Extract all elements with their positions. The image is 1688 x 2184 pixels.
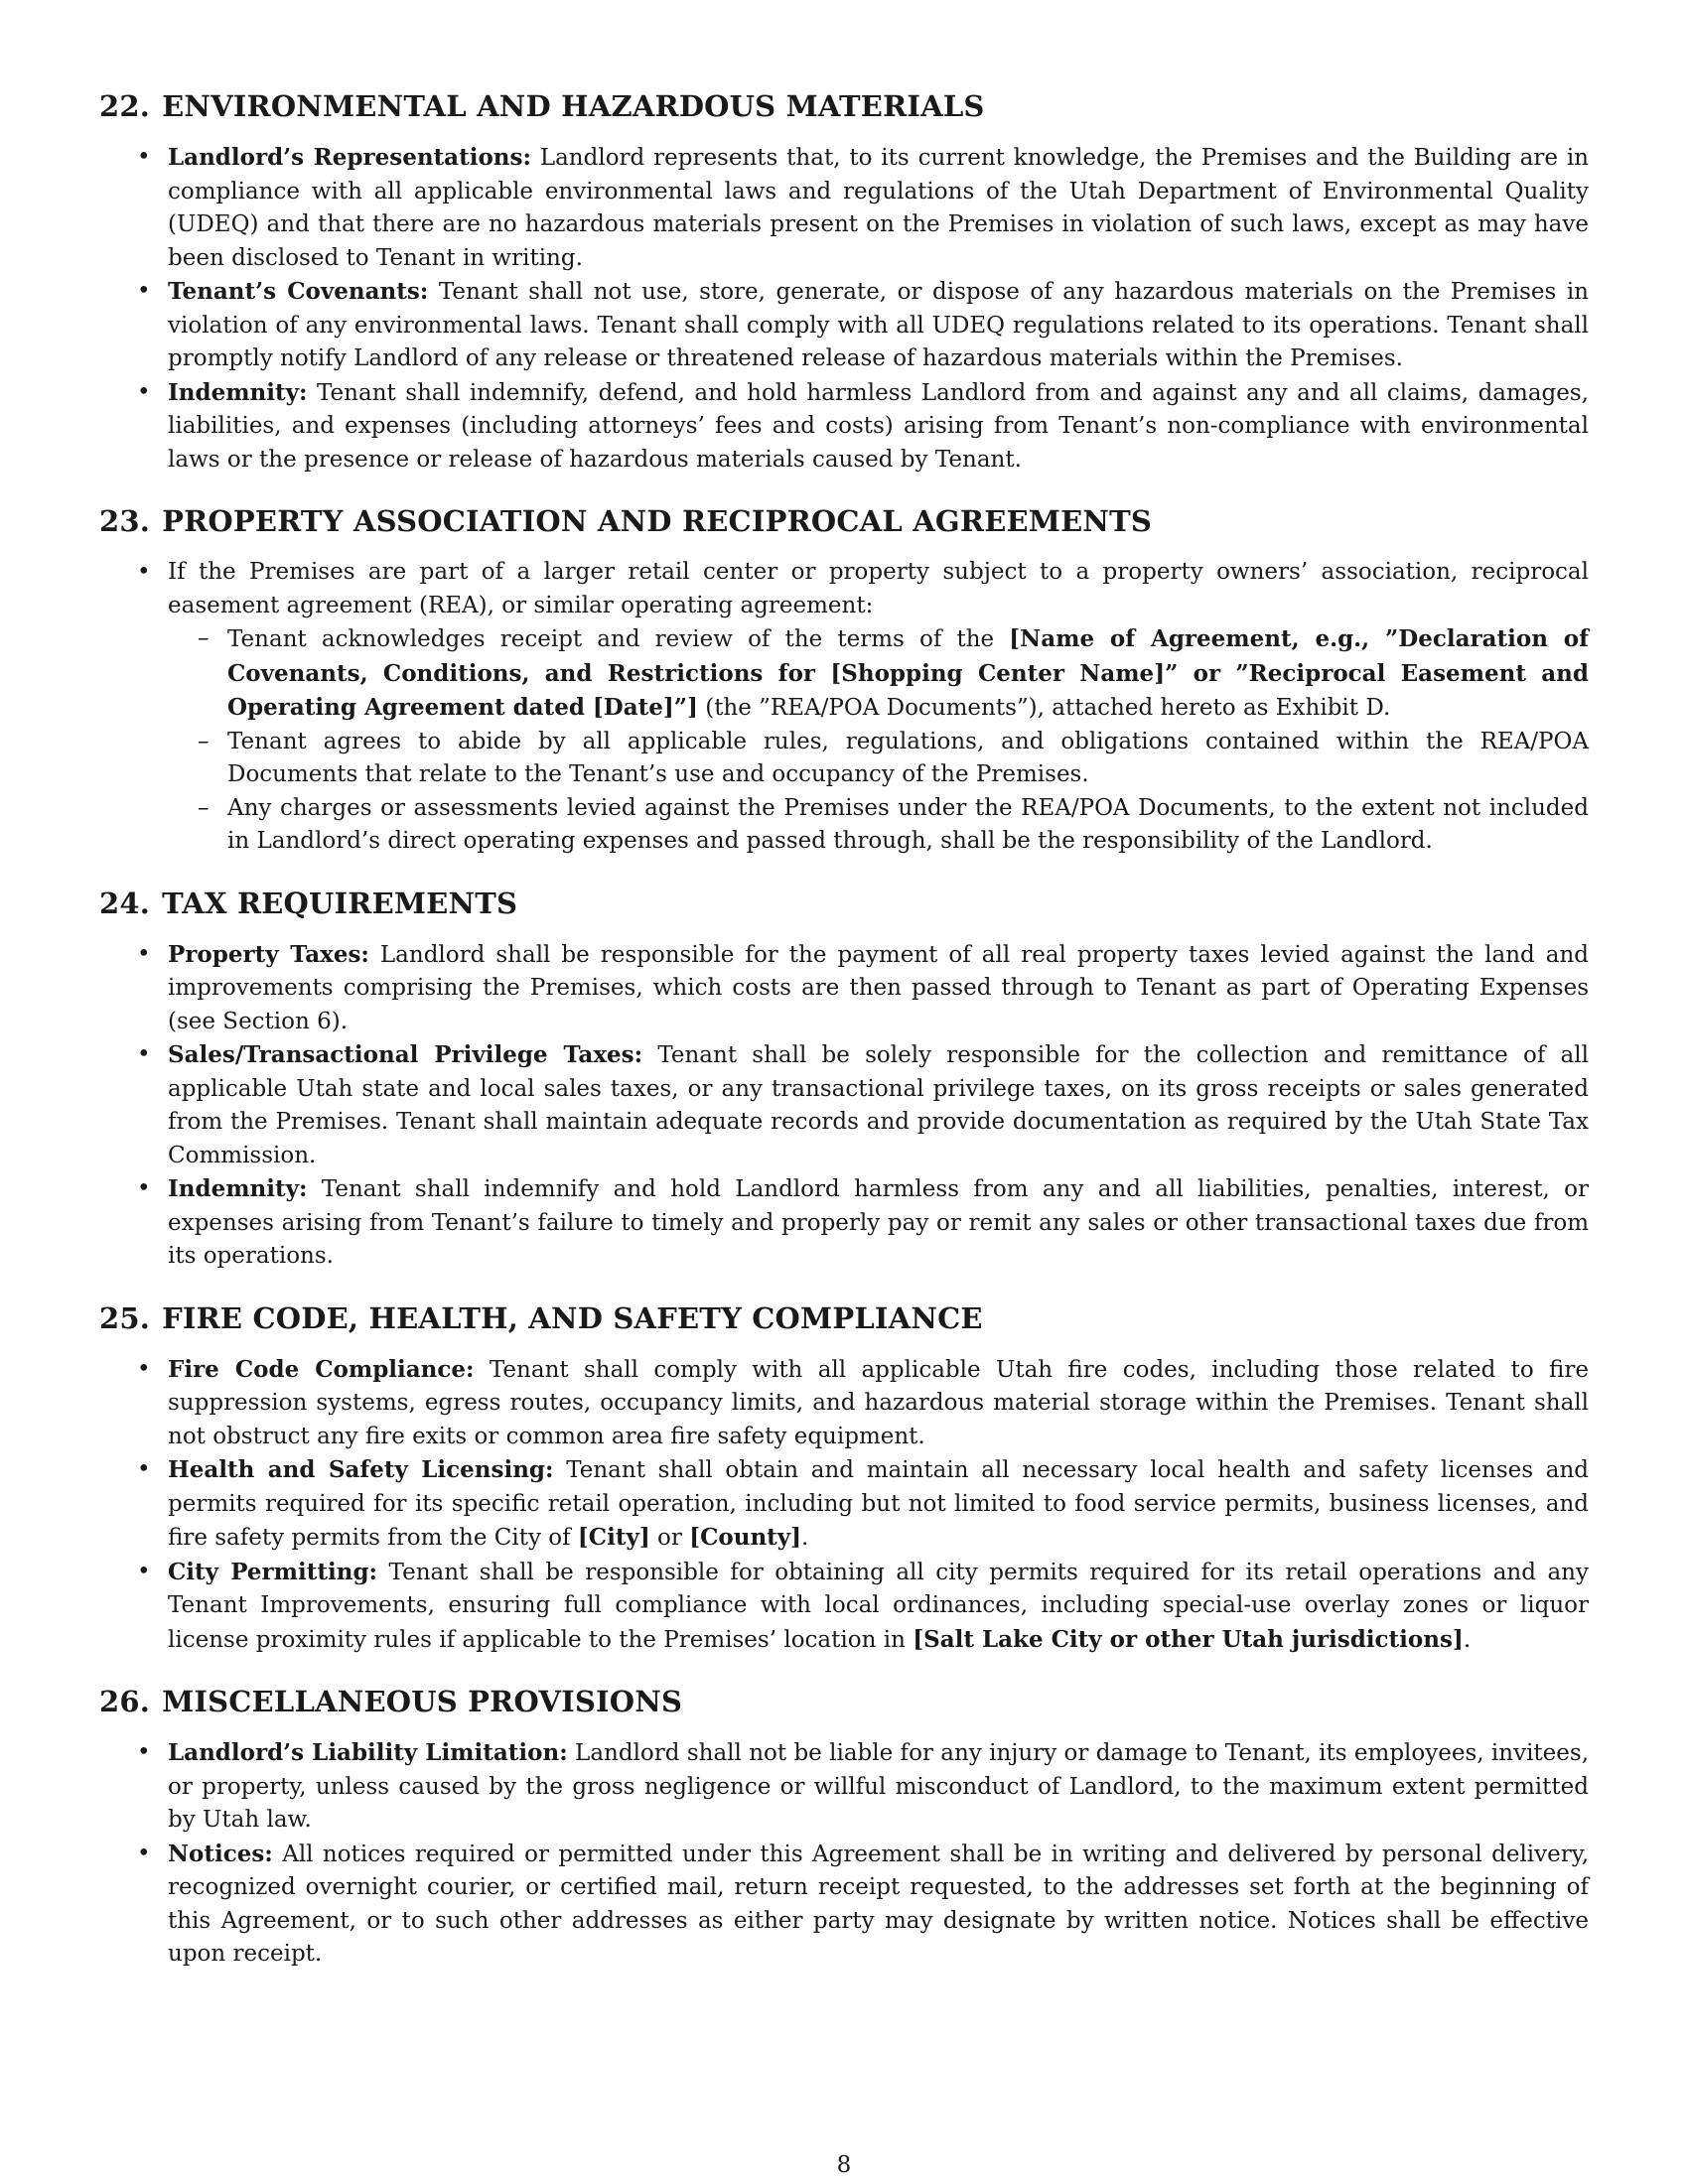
item-text: . (1463, 1626, 1472, 1653)
sub-list-item (168, 792, 1589, 859)
section-title: FIRE CODE, HEALTH, AND SAFETY COMPLIANCE (162, 1300, 983, 1335)
item-text: Tenant shall indemnify and hold Landlord harmless from any and all liabilities, penalties, interest, or expenses arising from Tenant’s failure to timely and properly pay or remit any sales or other transactional taxes due from its operations. (168, 1176, 1589, 1269)
sub-list (168, 622, 1589, 859)
sub-list-item (168, 622, 1589, 726)
list-item (99, 938, 1589, 1039)
list-item (99, 376, 1589, 478)
item-text: Tenant shall not use, store, generate, or dispose of any hazardous materials on the Premises in violation of any environmental laws. Tenant shall comply with all UDEQ regulations related to its operations. Tenant shall promptly notify Landlord of any release or threatened release of hazardous materials within the Premises. (168, 279, 1589, 371)
item-text: Tenant shall comply with all applicable Utah fire codes, including those related to fire suppression systems, egress routes, occupancy limits, and hazardous material storage within the Premises. Tenant shall not obstruct any fire exits or common area fire safety equipment. (168, 1356, 1589, 1449)
item-label: Fire Code Compliance: (168, 1355, 475, 1383)
list-item (99, 1353, 1589, 1454)
item-label: Landlord’s Liability Limitation: (168, 1739, 568, 1766)
item-text: Tenant shall indemnify, defend, and hold harmless Landlord from and against any and all claims, damages, liabilities, and expenses (including attorneys’ fees and costs) arising from Tenant’s non-compliance with environmental laws or the presence or release of hazardous materials caused by Tenant. (168, 379, 1589, 473)
document-page (99, 87, 1589, 1997)
list-item (99, 1038, 1589, 1172)
item-label: Tenant’s Covenants: (168, 278, 429, 305)
item-text: or (649, 1525, 690, 1551)
item-label: Health and Safety Licensing: (168, 1456, 554, 1483)
jurisdiction-placeholder: [Salt Lake City or other Utah jurisdictions] (913, 1625, 1464, 1653)
bullet-list (99, 1736, 1589, 1972)
item-text: If the Premises are part of a larger retail center or property subject to a property owners’ association, reciprocal easement agreement (REA), or similar operating agreement: (168, 559, 1589, 618)
item-label: Indemnity: (168, 1175, 308, 1202)
section-heading (99, 87, 1589, 125)
section-title: PROPERTY ASSOCIATION AND RECIPROCAL AGREEMENTS (162, 504, 1153, 538)
section-number: 23. (99, 504, 151, 538)
item-text: Landlord shall be responsible for the payment of all real property taxes levied against the land and improvements comprising the Premises, which costs are then passed through to Tenant as part of Operating Expenses (see Section 6). (168, 941, 1589, 1034)
list-item (99, 556, 1589, 859)
section-number: 25. (99, 1300, 151, 1335)
bullet-list (99, 141, 1589, 477)
list-item (99, 141, 1589, 275)
section-24 (99, 885, 1589, 1274)
section-title: MISCELLANEOUS PROVISIONS (162, 1685, 683, 1718)
bullet-list (99, 938, 1589, 1274)
bullet-list (99, 556, 1589, 859)
item-label: Notices: (168, 1840, 273, 1867)
section-heading (99, 1299, 1589, 1337)
section-number: 22. (99, 89, 151, 123)
list-item (99, 1453, 1589, 1556)
item-text: Landlord represents that, to its current knowledge, the Premises and the Building are in compliance with all applicable environmental laws and regulations of the Utah Department of Environmental Quality (UDEQ) and that there are no hazardous materials present on the Premises in violation of such laws, except as may have been disclosed to Tenant in writing. (168, 145, 1589, 271)
section-heading (99, 1683, 1589, 1720)
item-text: All notices required or permitted under this Agreement shall be in writing and delivered by personal delivery, recognized overnight courier, or certified mail, return receipt requested, to the addresses set forth at the beginning of this Agreement, or to such other addresses as either party may designate by written notice. Notices shall be effective upon receipt. (168, 1841, 1590, 1967)
item-label: City Permitting: (168, 1558, 378, 1585)
section-number: 24. (99, 886, 151, 920)
item-text: Tenant shall be responsible for obtaining all city permits required for its retail operations and any Tenant Improvements, ensuring full compliance with local ordinances, including special-use overlay zones or liquor license proximity rules if applicable to the Premises’ location in (168, 1559, 1589, 1653)
county-placeholder: [County] (689, 1524, 802, 1551)
list-item (99, 1838, 1589, 1972)
item-text: Tenant shall be solely responsible for the collection and remittance of all applicable Utah state and local sales taxes, or any transactional privilege taxes, on its gross receipts or sales generated from the Premises. Tenant shall maintain adequate records and provide documentation as required by the Utah State Tax Commission. (168, 1042, 1589, 1168)
item-text: Tenant acknowledges receipt and review of the terms of the (227, 626, 1010, 652)
list-item (99, 1556, 1589, 1658)
item-label: Property Taxes: (168, 940, 369, 968)
section-heading (99, 885, 1589, 922)
city-placeholder: [City] (577, 1524, 650, 1551)
page-number: 8 (836, 2152, 852, 2178)
section-25 (99, 1299, 1589, 1658)
item-label: Sales/Transactional Privilege Taxes: (168, 1041, 643, 1068)
section-26 (99, 1683, 1589, 1972)
item-text: Tenant shall obtain and maintain all necessary local health and safety licenses and permits required for its specific retail operation, including but not limited to food service permits, business licenses, and fire safety permits from the City of (168, 1457, 1589, 1551)
section-heading (99, 502, 1589, 540)
section-22 (99, 87, 1589, 477)
item-label: Indemnity: (168, 378, 308, 406)
bullet-list (99, 1353, 1589, 1658)
section-23 (99, 502, 1589, 859)
list-item (99, 1736, 1589, 1838)
list-item (99, 275, 1589, 376)
section-title: ENVIRONMENTAL AND HAZARDOUS MATERIALS (162, 89, 985, 123)
section-number: 26. (99, 1685, 151, 1718)
section-title: TAX REQUIREMENTS (162, 886, 518, 920)
item-label: Landlord’s Representations: (168, 144, 531, 171)
agreement-placeholder: [Name of Agreement, e.g., ”Declaration of Covenants, Conditions, and Restrictions for [Shopping Center Name]” or ”Reciprocal Easement and Operating Agreement dated [Date]”] (227, 625, 1589, 721)
list-item (99, 1172, 1589, 1274)
sub-list-item (168, 726, 1589, 792)
item-text: Any charges or assessments levied against the Premises under the REA/POA Documents, to the extent not included in Landlord’s direct operating expenses and passed through, shall be the responsibility of the Landlord. (227, 794, 1589, 854)
item-text: Landlord shall not be liable for any injury or damage to Tenant, its employees, invitees, or property, unless caused by the gross negligence or willful misconduct of Landlord, to the maximum extent permitted by Utah law. (168, 1740, 1590, 1833)
item-text: (the ”REA/POA Documents”), attached hereto as Exhibit D. (697, 695, 1391, 721)
item-text: . (801, 1525, 809, 1551)
item-text: Tenant agrees to abide by all applicable rules, regulations, and obligations contained within the REA/POA Documents that relate to the Tenant’s use and occupancy of the Premises. (227, 728, 1589, 787)
